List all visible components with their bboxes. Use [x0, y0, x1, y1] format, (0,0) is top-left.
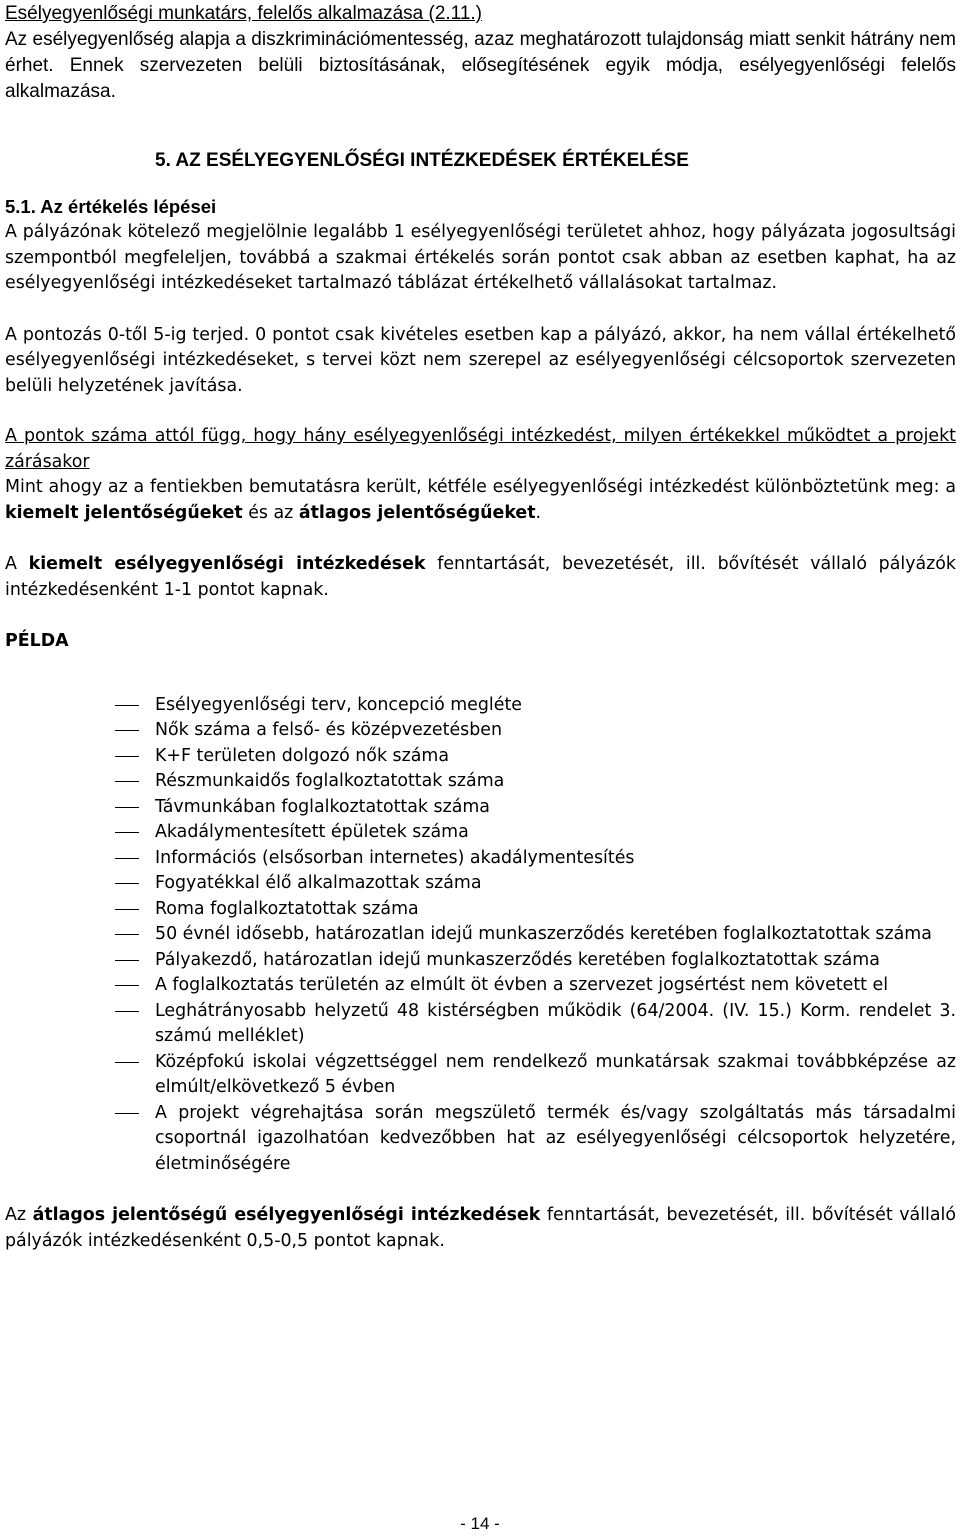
dash-bullet-icon: [115, 883, 139, 884]
dash-bullet-icon: [115, 934, 139, 935]
dash-bullet-icon: [115, 1011, 139, 1012]
list-item-text: Távmunkában foglalkoztatottak száma: [155, 796, 490, 817]
intro-heading: Esélyegyenlőségi munkatárs, felelős alkalmazása (2.11.): [5, 3, 482, 24]
list-item-text: K+F területen dolgozó nők száma: [155, 745, 449, 766]
dash-bullet-icon: [115, 1113, 139, 1114]
paragraph-requirements: A pályázónak kötelező megjelölnie legalább 1 esélyegyenlőségi területet ahhoz, hogy pályázata jogosultsági szempontból megfeleljen, továbbá a szakmai értékelés során pontot csak abban az esetben kaphat, ha az esélyegyenlőségi intézkedéseket tartalmazó táblázat értékelhető vállalásokat tartalmaz.: [5, 222, 956, 293]
document-page: [5, 0, 956, 1537]
list-item: [155, 744, 956, 770]
list-item: [155, 795, 956, 821]
bold-term-kiemelt: kiemelt jelentőségűeket: [5, 502, 243, 523]
list-item-text: 50 évnél idősebb, határozatlan idejű munkaszerződés keretében foglalkoztatottak száma: [155, 924, 932, 944]
list-item-text: Fogyatékkal élő alkalmazottak száma: [155, 873, 482, 893]
list-item-text: Roma foglalkoztatottak száma: [155, 898, 419, 919]
bold-term-atlagos: átlagos jelentőségűeket: [298, 502, 536, 523]
list-item: [155, 820, 956, 846]
list-item: [155, 769, 956, 795]
paragraph-scoring-range: A pontozás 0-től 5-ig terjed. 0 pontot csak kivételes esetben kap a pályázó, akkor, ha nem vállal értékelhető esélyegyenlőségi intézkedéseket, s tervei közt nem szerepel az esélyegyenlőségi célcsoportok szervezeten belüli helyzetének javítása.: [5, 324, 956, 396]
intro-text: Az esélyegyenlőség alapja a diszkriminációmentesség, azaz meghatározott tulajdonság miatt senkit hátrány nem érhet. Ennek szervezeten belüli biztosításának, elősegítésének egyik módja, esélyegyenlőségi felelős alkalmazása.: [5, 29, 956, 102]
dash-bullet-icon: [115, 909, 139, 910]
list-item-text: Pályakezdő, határozatlan idejű munkaszerződés keretében foglalkoztatottak száma: [155, 949, 880, 970]
list-item: [155, 948, 956, 974]
list-item-text: Részmunkaidős foglalkoztatottak száma: [155, 771, 505, 791]
list-item-text: Középfokú iskolai végzettséggel nem rendelkező munkatársak szakmai továbbképzése az elmúlt/elkövetkező 5 évben: [155, 1051, 956, 1097]
page-number: - 14 -: [460, 1514, 500, 1533]
section-heading: 5. AZ ESÉLYEGYENLŐSÉGI INTÉZKEDÉSEK ÉRTÉKELÉSE: [155, 150, 689, 171]
list-item-text: A foglalkoztatás területén az elmúlt öt évben a szervezet jogsértést nem követett el: [155, 975, 889, 995]
list-item-text: Akadálymentesített épületek száma: [155, 822, 469, 842]
list-item-text: Leghátrányosabb helyzetű 48 kistérségben működik (64/2004. (IV. 15.) Korm. rendelet 3. számú melléklet): [155, 1000, 956, 1046]
list-item: [155, 846, 956, 872]
dash-bullet-icon: [115, 730, 139, 731]
dash-bullet-icon: [115, 756, 139, 757]
bold-term-atlagos-measures: átlagos jelentőségű esélyegyenlőségi intézkedések: [32, 1205, 541, 1225]
text-segment: .: [535, 502, 542, 523]
sub-heading: 5.1. Az értékelés lépései: [5, 196, 217, 217]
paragraph-atlagos-points: [5, 1203, 956, 1254]
list-item: [155, 718, 956, 744]
list-item: [155, 999, 956, 1050]
list-item: [155, 871, 956, 897]
dash-bullet-icon: [115, 705, 139, 706]
example-title: PÉLDA: [5, 631, 69, 651]
list-item-text: A projekt végrehajtása során megszülető termék és/vagy szolgáltatás más társadalmi csoportnál igazolhatóan kedvezőbben hat az esélyegyenlőségi célcsoportok helyzetére, életminőségére: [155, 1102, 956, 1174]
text-segment: fenntartását, bevezetését, ill. bővítését vállaló pályázók intézkedésenként 0,5-0,5 pontot kapnak.: [5, 1205, 956, 1251]
dash-bullet-icon: [115, 807, 139, 808]
intro-block: [5, 0, 956, 105]
dash-bullet-icon: [115, 1062, 139, 1063]
text-segment: Az: [5, 1205, 33, 1225]
list-item: [155, 922, 956, 948]
dash-bullet-icon: [115, 832, 139, 833]
text-segment: és az: [242, 502, 299, 523]
text-segment: Mint ahogy az a fentiekben bemutatásra került, kétféle esélyegyenlőségi intézkedést különböztetünk meg: a: [5, 477, 956, 497]
list-item-text: Információs (elsősorban internetes) akadálymentesítés: [155, 847, 635, 868]
dash-bullet-icon: [115, 960, 139, 961]
text-segment: A: [5, 554, 29, 574]
list-item: [155, 973, 956, 999]
paragraph-kiemelt-points: [5, 552, 956, 603]
list-item-text: Nők száma a felső- és középvezetésben: [155, 720, 502, 740]
paragraph-underlined: A pontok száma attól függ, hogy hány esélyegyenlőségi intézkedést, milyen értékekkel működtet a projekt zárásakor: [5, 426, 956, 472]
measure-list: [5, 693, 956, 1178]
list-item: [155, 1101, 956, 1178]
list-item: [155, 897, 956, 923]
dash-bullet-icon: [115, 985, 139, 986]
list-item: [155, 1050, 956, 1101]
list-item-text: Esélyegyenlőségi terv, koncepció megléte: [155, 694, 522, 715]
paragraph-two-types: [5, 475, 956, 526]
bold-term-kiemelt-measures: kiemelt esélyegyenlőségi intézkedések: [28, 554, 426, 574]
list-item: [155, 693, 956, 719]
text-segment: fenntartását, bevezetését, ill. bővítését vállaló pályázók intézkedésenként 1-1 pontot kapnak.: [5, 554, 956, 600]
dash-bullet-icon: [115, 781, 139, 782]
dash-bullet-icon: [115, 858, 139, 859]
